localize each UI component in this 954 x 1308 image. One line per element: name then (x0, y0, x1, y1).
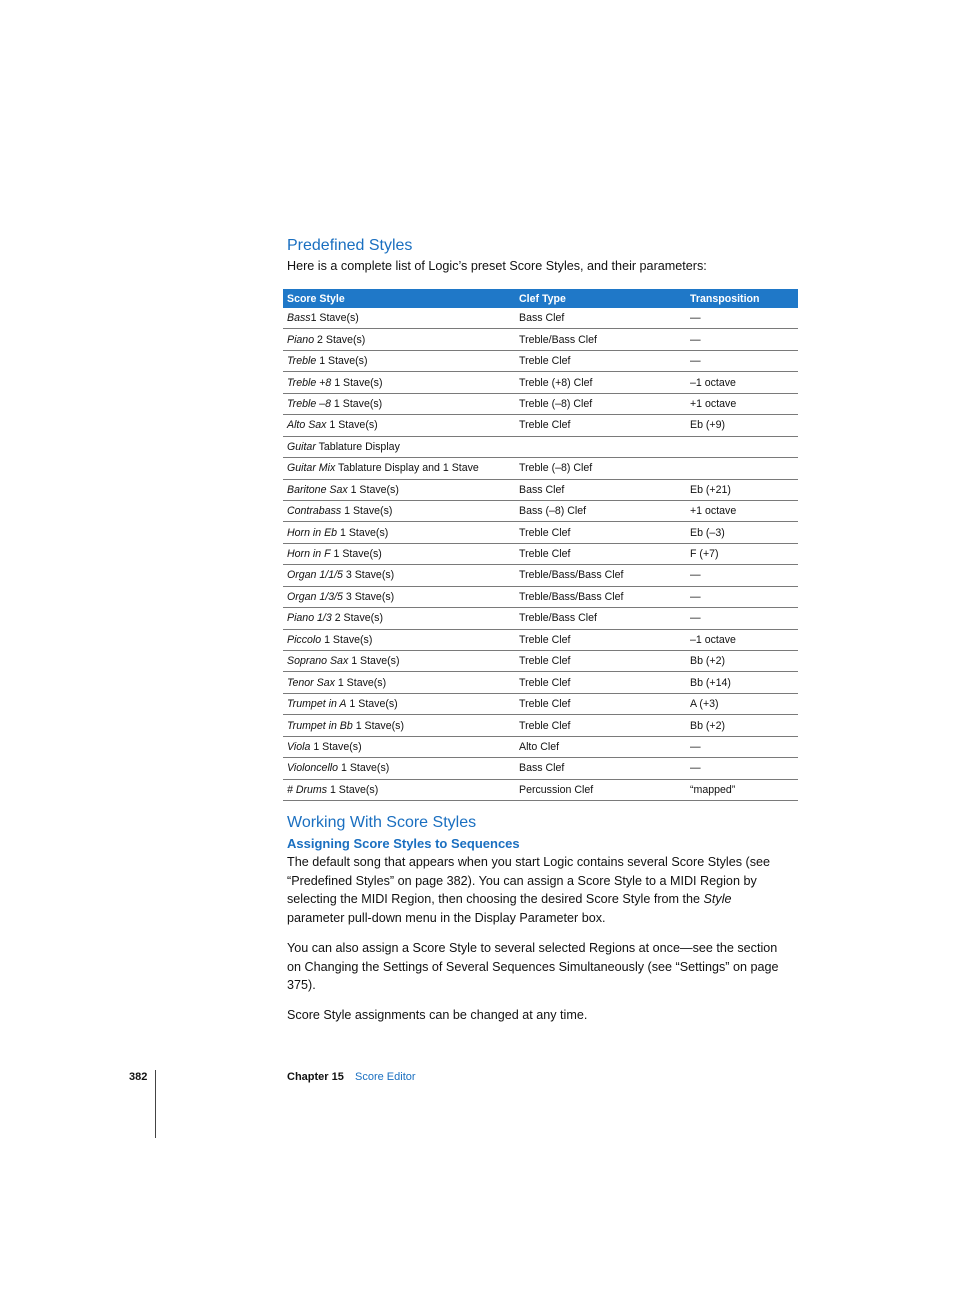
cell-score-style (283, 372, 515, 393)
table-row (283, 329, 798, 350)
score-style-name: Organ 1/1/5 (287, 569, 343, 582)
cell-clef-type: Treble Clef (515, 415, 686, 436)
score-style-staves: 1 Stave(s) (321, 633, 373, 646)
score-style-staves: 1 Stave(s) (310, 312, 359, 325)
cell-transposition: — (686, 758, 798, 779)
table-header-row (283, 289, 798, 308)
table-row (283, 629, 798, 650)
cell-clef-type: Treble/Bass Clef (515, 329, 686, 350)
cell-clef-type: Bass (–8) Clef (515, 500, 686, 521)
cell-score-style (283, 308, 515, 329)
score-style-staves: 1 Stave(s) (310, 740, 362, 753)
score-style-staves: 1 Stave(s) (346, 698, 398, 711)
table-row (283, 736, 798, 757)
cell-clef-type: Treble/Bass Clef (515, 608, 686, 629)
score-style-name: Viola (287, 740, 311, 753)
cell-transposition: — (686, 608, 798, 629)
table-row (283, 458, 798, 479)
cell-clef-type: Treble (–8) Clef (515, 393, 686, 414)
cell-score-style (283, 629, 515, 650)
table-row (283, 522, 798, 543)
cell-transposition: — (686, 350, 798, 371)
cell-score-style (283, 736, 515, 757)
table-row (283, 608, 798, 629)
score-style-staves: 1 Stave(s) (330, 397, 383, 410)
body-paragraph-3: Score Style assignments can be changed at any time. (287, 1008, 588, 1022)
cell-clef-type: Treble (+8) Clef (515, 372, 686, 393)
score-style-staves: 1 Stave(s) (331, 376, 383, 389)
footer-divider (155, 1070, 156, 1138)
body-paragraph-1 (287, 853, 792, 927)
score-style-name: Violoncello (287, 762, 339, 775)
cell-score-style (283, 350, 515, 371)
score-style-staves: 1 Stave(s) (348, 655, 400, 668)
cell-clef-type: Treble Clef (515, 715, 686, 736)
table-row (283, 308, 798, 329)
cell-clef-type (515, 436, 686, 457)
score-style-staves: 1 Stave(s) (327, 783, 379, 796)
score-style-staves: 1 Stave(s) (316, 355, 368, 368)
cell-transposition: +1 octave (686, 393, 798, 414)
table-row (283, 436, 798, 457)
score-style-staves: 1 Stave(s) (334, 676, 387, 689)
cell-score-style (283, 672, 515, 693)
cell-score-style (283, 415, 515, 436)
cell-score-style (283, 608, 515, 629)
score-style-staves: 2 Stave(s) (314, 333, 366, 346)
cell-transposition: –1 octave (686, 629, 798, 650)
intro-paragraph: Here is a complete list of Logic’s preset Score Styles, and their parameters: (287, 259, 707, 273)
cell-score-style (283, 586, 515, 607)
cell-clef-type: Treble (–8) Clef (515, 458, 686, 479)
score-style-staves: 1 Stave(s) (352, 719, 404, 732)
cell-score-style (283, 543, 515, 564)
cell-score-style (283, 715, 515, 736)
paragraph-text: The default song that appears when you start Logic contains several Score Styles (see “Predefined Styles” on page 382). You can assign a Score Style to a MIDI Region by selecting the MIDI Region, then choosing the desired Score Style from the (287, 855, 771, 906)
score-style-staves: 3 Stave(s) (342, 569, 395, 582)
score-style-name: Treble +8 (287, 376, 332, 389)
score-style-name: Trumpet in Bb (287, 719, 353, 732)
section-heading-working-with-score-styles: Working With Score Styles (287, 814, 477, 831)
cell-score-style (283, 651, 515, 672)
cell-score-style (283, 500, 515, 521)
column-header-score-style: Score Style (283, 289, 515, 308)
cell-transposition: Eb (+9) (686, 415, 798, 436)
table-row (283, 372, 798, 393)
score-style-name: Piano 1/3 (287, 612, 332, 625)
cell-score-style (283, 565, 515, 586)
column-header-clef-type: Clef Type (515, 289, 686, 308)
paragraph-text: parameter pull-down menu in the Display Parameter box. (287, 910, 606, 925)
cell-transposition: Eb (–3) (686, 522, 798, 543)
score-style-staves: 1 Stave(s) (337, 526, 389, 539)
style-parameter-name: Style (703, 892, 732, 906)
cell-clef-type: Treble Clef (515, 543, 686, 564)
cell-score-style (283, 458, 515, 479)
cell-clef-type: Treble Clef (515, 522, 686, 543)
table-row (283, 500, 798, 521)
column-header-transposition: Transposition (686, 289, 798, 308)
chapter-title-link[interactable]: Score Editor (355, 1071, 416, 1083)
body-paragraph-2: You can also assign a Score Style to several selected Regions at once—see the section on Changing the Settings of Several Sequences Simultaneously (see “Settings” on page 375). (287, 941, 779, 992)
score-style-name: Bass (287, 312, 311, 325)
cell-transposition: Bb (+14) (686, 672, 798, 693)
cell-transposition: Bb (+2) (686, 715, 798, 736)
table-row (283, 586, 798, 607)
score-styles-table (283, 289, 798, 801)
cell-transposition: –1 octave (686, 372, 798, 393)
table-row (283, 479, 798, 500)
cell-transposition: — (686, 308, 798, 329)
table-body (283, 308, 798, 801)
cell-score-style (283, 693, 515, 714)
score-style-name: Guitar (287, 440, 316, 453)
cell-clef-type: Percussion Clef (515, 779, 686, 800)
table-row (283, 415, 798, 436)
score-style-name: Contrabass (287, 505, 342, 518)
score-style-staves: 2 Stave(s) (331, 612, 383, 625)
cell-clef-type: Bass Clef (515, 479, 686, 500)
cell-transposition (686, 458, 798, 479)
score-style-staves: Tablature Display and 1 Stave (335, 462, 479, 475)
cell-score-style (283, 393, 515, 414)
cell-clef-type: Bass Clef (515, 758, 686, 779)
score-style-name: Baritone Sax (287, 483, 348, 496)
cell-transposition: A (+3) (686, 693, 798, 714)
cell-score-style (283, 522, 515, 543)
score-style-staves: 1 Stave(s) (326, 419, 378, 432)
page-number: 382 (129, 1071, 148, 1083)
cell-clef-type: Treble Clef (515, 651, 686, 672)
table-row (283, 715, 798, 736)
cell-transposition: +1 octave (686, 500, 798, 521)
cell-transposition: — (686, 736, 798, 757)
score-style-staves: 1 Stave(s) (347, 483, 399, 496)
score-style-name: # Drums (287, 783, 328, 796)
cell-transposition: F (+7) (686, 543, 798, 564)
section-heading-predefined-styles: Predefined Styles (287, 237, 413, 254)
table-row (283, 672, 798, 693)
cell-score-style (283, 436, 515, 457)
score-style-name: Horn in F (287, 548, 331, 561)
cell-transposition (686, 436, 798, 457)
table-row (283, 693, 798, 714)
cell-transposition: Bb (+2) (686, 651, 798, 672)
score-style-name: Horn in Eb (287, 526, 338, 539)
score-style-staves: Tablature Display (315, 440, 400, 453)
score-style-staves: 1 Stave(s) (338, 762, 390, 775)
table-row (283, 565, 798, 586)
table-row (283, 758, 798, 779)
table-row (283, 543, 798, 564)
score-style-name: Treble –8 (287, 397, 331, 410)
score-style-name: Alto Sax (287, 419, 327, 432)
cell-transposition: — (686, 565, 798, 586)
score-style-staves: 3 Stave(s) (342, 590, 395, 603)
cell-score-style (283, 758, 515, 779)
score-style-name: Tenor Sax (287, 676, 335, 689)
cell-clef-type: Bass Clef (515, 308, 686, 329)
score-style-staves: 1 Stave(s) (341, 505, 393, 518)
cell-clef-type: Treble/Bass/Bass Clef (515, 565, 686, 586)
table-row (283, 350, 798, 371)
score-style-name: Piano (287, 333, 315, 346)
cell-clef-type: Treble/Bass/Bass Clef (515, 586, 686, 607)
cell-clef-type: Treble Clef (515, 629, 686, 650)
score-style-name: Treble (287, 355, 317, 368)
cell-clef-type: Treble Clef (515, 693, 686, 714)
cell-score-style (283, 779, 515, 800)
cell-clef-type: Alto Clef (515, 736, 686, 757)
cell-clef-type: Treble Clef (515, 350, 686, 371)
score-style-name: Soprano Sax (287, 655, 349, 668)
table-row (283, 779, 798, 800)
score-style-name: Guitar Mix (287, 462, 336, 475)
cell-transposition: “mapped” (686, 779, 798, 800)
table-row (283, 393, 798, 414)
chapter-label: Chapter 15 (287, 1071, 344, 1083)
cell-score-style (283, 329, 515, 350)
cell-transposition: — (686, 329, 798, 350)
subheading-assigning-score-styles: Assigning Score Styles to Sequences (287, 836, 520, 851)
cell-score-style (283, 479, 515, 500)
cell-transposition: Eb (+21) (686, 479, 798, 500)
score-style-name: Piccolo (287, 633, 322, 646)
score-style-name: Trumpet in A (287, 698, 347, 711)
cell-clef-type: Treble Clef (515, 672, 686, 693)
score-style-name: Organ 1/3/5 (287, 590, 343, 603)
score-style-staves: 1 Stave(s) (330, 548, 382, 561)
cell-transposition: — (686, 586, 798, 607)
table-row (283, 651, 798, 672)
